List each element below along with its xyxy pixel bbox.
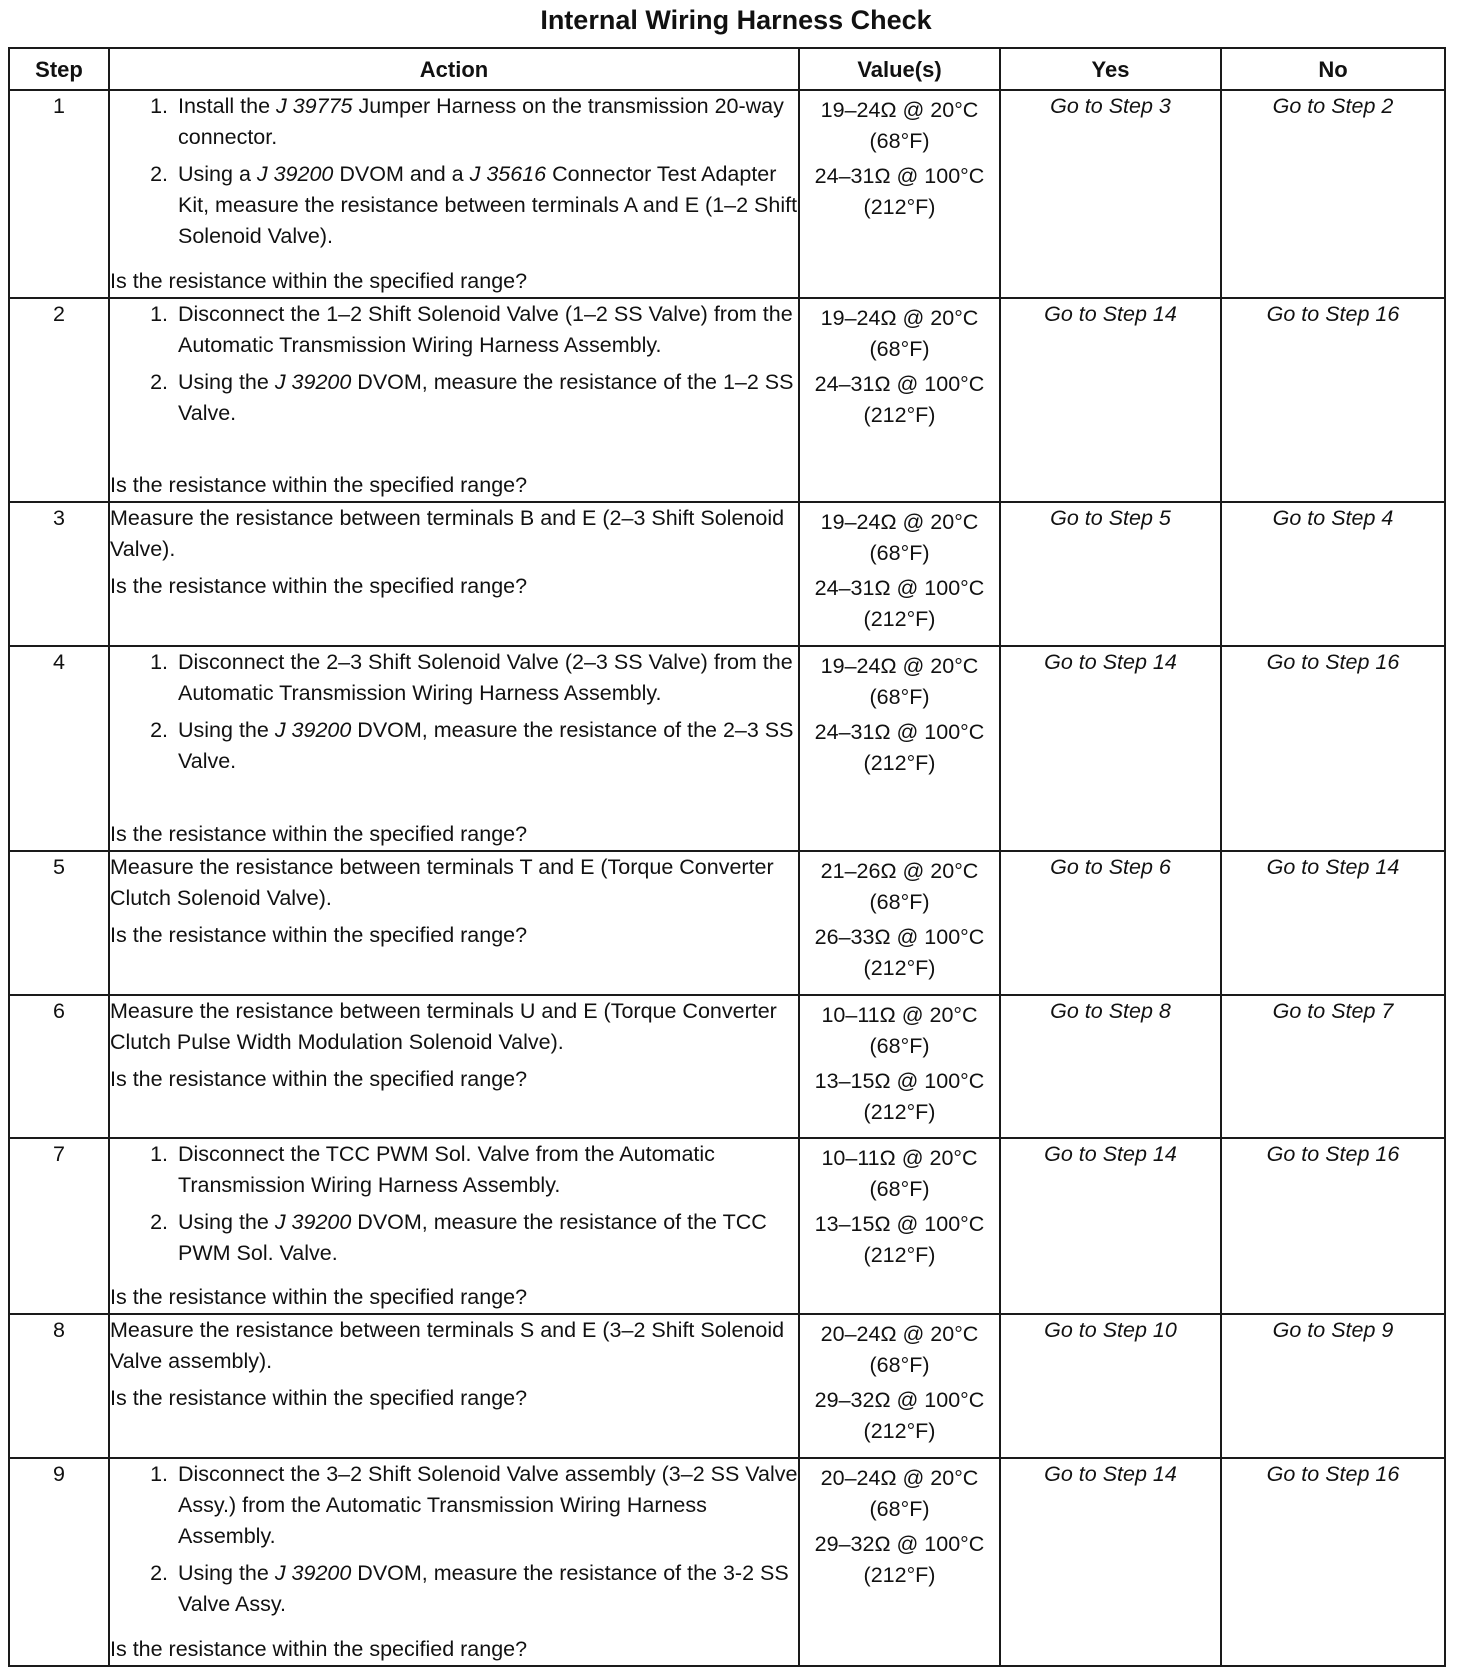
action-steps: [110, 91, 798, 252]
header-step: Step: [9, 48, 109, 90]
yes-result: Go to Step 6: [1000, 851, 1221, 995]
step-number: 3: [9, 502, 109, 646]
page-title: Internal Wiring Harness Check: [540, 5, 932, 35]
table-row: [9, 90, 1445, 298]
action-step: 1. Install the J 39775 Jumper Harness on the transmission 20-way connector.: [174, 91, 798, 153]
action-text: Measure the resistance between terminals B and E (2–3 Shift Solenoid Valve).: [110, 506, 785, 562]
action-step: 2. Using the J 39200 DVOM, measure the resistance of the TCC PWM Sol. Valve.: [174, 1207, 798, 1269]
yes-result: Go to Step 3: [1000, 90, 1221, 298]
action-cell: [109, 851, 799, 995]
action-body: [110, 1315, 798, 1414]
step-number: 1: [9, 90, 109, 298]
action-step: 2. Using the J 39200 DVOM, measure the resistance of the 1–2 SS Valve.: [174, 367, 798, 429]
header-action: Action: [109, 48, 799, 90]
resistance-value: 26–33Ω @ 100°C (212°F): [814, 924, 985, 980]
step-number: 8: [9, 1314, 109, 1458]
action-question: Is the resistance within the specified range?: [110, 1637, 528, 1661]
resistance-value: 21–26Ω @ 20°C (68°F): [820, 858, 979, 914]
tool-name: J 39200: [274, 370, 352, 395]
resistance-value: 20–24Ω @ 20°C (68°F): [820, 1322, 979, 1378]
step-number: 2: [9, 298, 109, 502]
action-cell: [109, 1138, 799, 1314]
action-cell: [109, 502, 799, 646]
header-yes: Yes: [1000, 48, 1221, 90]
table-row: [9, 1458, 1445, 1666]
action-body: [110, 647, 798, 783]
step-number: 4: [9, 646, 109, 851]
resistance-value: 29–32Ω @ 100°C (212°F): [814, 1531, 985, 1587]
action-question: Is the resistance within the specified range?: [110, 1285, 528, 1310]
table-row: [9, 1314, 1445, 1458]
action-steps: [110, 647, 798, 777]
action-body: [110, 852, 798, 951]
action-cell: [109, 90, 799, 298]
action-text: Measure the resistance between terminals U and E (Torque Converter Clutch Pulse Width Modulation Solenoid Valve).: [110, 998, 777, 1054]
yes-result: Go to Step 14: [1000, 646, 1221, 851]
action-step: 1. Disconnect the 1–2 Shift Solenoid Valve (1–2 SS Valve) from the Automatic Transmission Wiring Harness Assembly.: [174, 299, 798, 361]
action-text: Measure the resistance between terminals T and E (Torque Converter Clutch Solenoid Valve).: [110, 854, 774, 910]
step-number: 7: [9, 1138, 109, 1314]
table-row: [9, 502, 1445, 646]
yes-result: Go to Step 14: [1000, 1458, 1221, 1666]
action-body: [110, 1139, 798, 1275]
values-cell: [799, 502, 1000, 646]
harness-check-table: [8, 47, 1446, 1667]
yes-result: Go to Step 10: [1000, 1314, 1221, 1458]
resistance-value: 10–11Ω @ 20°C (68°F): [821, 1002, 978, 1058]
no-result: Go to Step 16: [1221, 1138, 1445, 1314]
action-body: [110, 996, 798, 1095]
resistance-value: 19–24Ω @ 20°C (68°F): [820, 98, 979, 153]
no-result: Go to Step 9: [1221, 1314, 1445, 1458]
resistance-value: 13–15Ω @ 100°C (212°F): [814, 1068, 985, 1124]
action-cell: [109, 298, 799, 502]
step-number: 6: [9, 995, 109, 1139]
action-body: [110, 299, 798, 435]
resistance-value: 10–11Ω @ 20°C (68°F): [821, 1146, 978, 1202]
action-body: [110, 1459, 798, 1626]
header-values: Value(s): [799, 48, 1000, 90]
resistance-value: 24–31Ω @ 100°C (212°F): [814, 372, 985, 428]
no-result: Go to Step 4: [1221, 502, 1445, 646]
values-cell: [799, 90, 1000, 298]
resistance-value: 24–31Ω @ 100°C (212°F): [814, 164, 985, 219]
action-cell: [109, 646, 799, 851]
resistance-value: 24–31Ω @ 100°C (212°F): [814, 576, 985, 632]
table-row: [9, 851, 1445, 995]
action-body: [110, 503, 798, 602]
values-cell: [799, 1314, 1000, 1458]
yes-result: Go to Step 5: [1000, 502, 1221, 646]
resistance-value: 19–24Ω @ 20°C (68°F): [820, 306, 979, 362]
values-cell: [799, 1138, 1000, 1314]
resistance-value: 19–24Ω @ 20°C (68°F): [820, 510, 979, 566]
tool-name: J 39775: [276, 94, 353, 118]
action-step: 2. Using a J 39200 DVOM and a J 35616 Connector Test Adapter Kit, measure the resistance between terminals A and E (1–2 Shift Solenoid Valve).: [174, 159, 798, 252]
table-row: [9, 646, 1445, 851]
no-result: Go to Step 16: [1221, 298, 1445, 502]
header-row: [9, 48, 1445, 90]
resistance-value: 24–31Ω @ 100°C (212°F): [814, 719, 985, 775]
action-body: [110, 91, 798, 258]
action-steps: [110, 1139, 798, 1269]
tool-name: J 39200: [256, 162, 334, 186]
resistance-value: 20–24Ω @ 20°C (68°F): [820, 1465, 979, 1521]
action-question: Is the resistance within the specified range?: [110, 473, 528, 498]
action-steps: [110, 1459, 798, 1620]
table-row: [9, 298, 1445, 502]
table-row: [9, 995, 1445, 1139]
no-result: Go to Step 14: [1221, 851, 1445, 995]
action-step: 1. Disconnect the 2–3 Shift Solenoid Valve (2–3 SS Valve) from the Automatic Transmission Wiring Harness Assembly.: [174, 647, 798, 709]
resistance-value: 13–15Ω @ 100°C (212°F): [814, 1212, 985, 1268]
no-result: Go to Step 2: [1221, 90, 1445, 298]
action-cell: [109, 995, 799, 1139]
no-result: Go to Step 16: [1221, 646, 1445, 851]
tool-name: J 35616: [469, 162, 547, 186]
yes-result: Go to Step 8: [1000, 995, 1221, 1139]
action-cell: [109, 1314, 799, 1458]
tool-name: J 39200: [274, 717, 352, 742]
action-step: 1. Disconnect the TCC PWM Sol. Valve from the Automatic Transmission Wiring Harness Assembly.: [174, 1139, 798, 1201]
values-cell: [799, 298, 1000, 502]
step-number: 5: [9, 851, 109, 995]
action-question: Is the resistance within the specified range?: [110, 269, 528, 294]
resistance-value: 19–24Ω @ 20°C (68°F): [820, 653, 979, 709]
tool-name: J 39200: [274, 1560, 352, 1585]
action-question: Is the resistance within the specified range?: [110, 1066, 528, 1091]
header-no: No: [1221, 48, 1445, 90]
action-cell: [109, 1458, 799, 1666]
values-cell: [799, 646, 1000, 851]
yes-result: Go to Step 14: [1000, 298, 1221, 502]
action-question: Is the resistance within the specified range?: [110, 922, 528, 947]
action-steps: [110, 299, 798, 429]
step-number: 9: [9, 1458, 109, 1666]
tool-name: J 39200: [274, 1210, 352, 1235]
action-step: 2. Using the J 39200 DVOM, measure the resistance of the 2–3 SS Valve.: [174, 715, 798, 777]
action-question: Is the resistance within the specified range?: [110, 821, 528, 846]
yes-result: Go to Step 14: [1000, 1138, 1221, 1314]
action-text: Measure the resistance between terminals S and E (3–2 Shift Solenoid Valve assembly).: [110, 1318, 785, 1374]
no-result: Go to Step 7: [1221, 995, 1445, 1139]
action-question: Is the resistance within the specified range?: [110, 1386, 528, 1411]
values-cell: [799, 995, 1000, 1139]
action-question: Is the resistance within the specified range?: [110, 574, 528, 599]
table-body: [9, 90, 1445, 1666]
action-step: 1. Disconnect the 3–2 Shift Solenoid Valve assembly (3–2 SS Valve Assy.) from the Automatic Transmission Wiring Harness Assembly.: [174, 1459, 798, 1552]
values-cell: [799, 851, 1000, 995]
table-row: [9, 1138, 1445, 1314]
action-step: 2. Using the J 39200 DVOM, measure the resistance of the 3-2 SS Valve Assy.: [174, 1558, 798, 1620]
no-result: Go to Step 16: [1221, 1458, 1445, 1666]
resistance-value: 29–32Ω @ 100°C (212°F): [814, 1388, 985, 1444]
values-cell: [799, 1458, 1000, 1666]
